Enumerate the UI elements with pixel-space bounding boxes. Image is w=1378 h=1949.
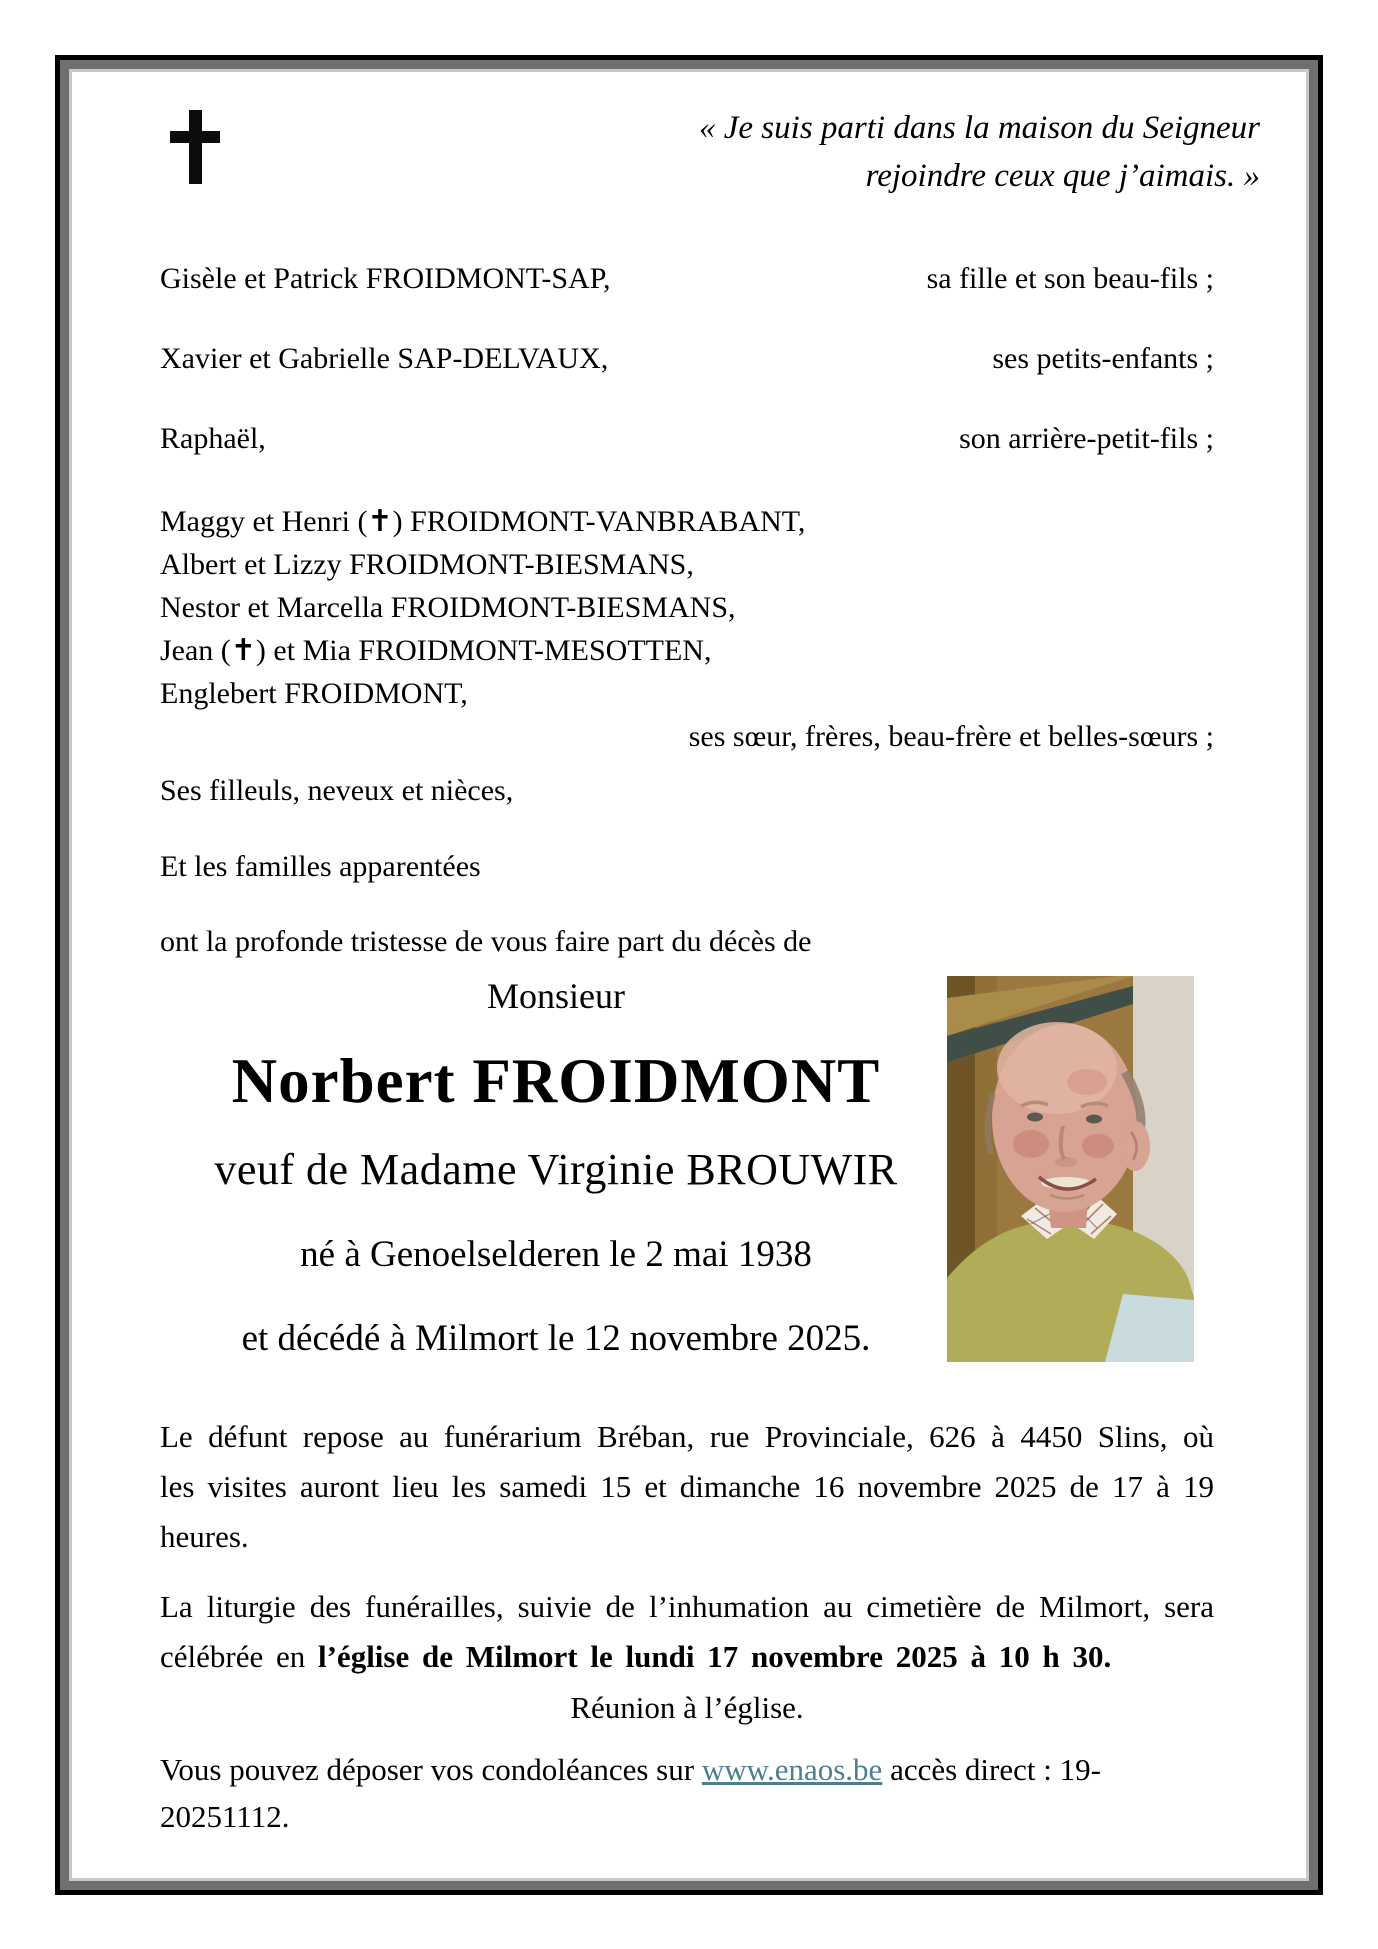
relation-row: [160, 420, 1214, 458]
page-frame-inner: [69, 69, 1309, 1881]
header: [160, 102, 1260, 210]
epitaph-quote-line2: rejoindre ceux que j’aimais. »: [865, 158, 1260, 194]
relation-names: Raphaël,: [160, 422, 266, 455]
family-relations: [160, 260, 1214, 458]
sibling-line: Albert et Lizzy FROIDMONT-BIESMANS,: [160, 548, 694, 581]
portrait-photo-illustration: [947, 976, 1194, 1362]
enaos-link[interactable]: www.enaos.be: [701, 1752, 883, 1787]
repose-paragraph: Le défunt repose au funérarium Bréban, rue Provinciale, 626 à 4450 Slins, où les visites auront lieu les samedi 15 et dimanche 16 novembre 2025 de 17 à 19 heures.: [160, 1419, 1214, 1554]
relation-row: [160, 260, 1214, 298]
liturgy-bold-text: l’église de Milmort le lundi 17 novembre 2025 à 10 h 30.: [318, 1639, 1112, 1674]
cross-icon: [170, 110, 220, 186]
siblings-list: [160, 500, 1214, 715]
relation-row: [160, 340, 1214, 378]
deceased-section: [160, 976, 1214, 1368]
deceased-name: Norbert FROIDMONT: [231, 1046, 881, 1116]
relation-label: sa fille et son beau-fils ;: [926, 262, 1214, 295]
relation-names: Xavier et Gabrielle SAP-DELVAUX,: [160, 342, 609, 375]
condolences-text-before: Vous pouvez déposer vos condoléances sur: [160, 1752, 702, 1787]
liturgy-paragraph: [160, 1582, 1214, 1682]
siblings-relation-label: ses sœur, frères, beau-frère et belles-sœurs ;: [688, 720, 1214, 753]
condolences-text-after: accès direct : 19-20251112.: [160, 1752, 1101, 1834]
epitaph-quote-line1: « Je suis parti dans la maison du Seigneur: [699, 110, 1260, 146]
condolences-paragraph: [160, 1746, 1214, 1840]
relation-label: son arrière-petit-fils ;: [959, 422, 1214, 455]
relation-label: ses petits-enfants ;: [992, 342, 1214, 375]
epitaph-quote: [160, 102, 1260, 200]
page-frame-mid: [60, 60, 1318, 1890]
sibling-line: Jean (✝) et Mia FROIDMONT-MESOTTEN,: [160, 634, 712, 667]
godchildren-line: Ses filleuls, neveux et nièces,: [160, 774, 514, 807]
page-frame: [55, 55, 1323, 1895]
liturgy-text: La liturgie des funérailles, suivie de l’inhumation au cimetière de Milmort, sera célébrée en: [160, 1589, 1214, 1674]
announcement-line: ont la profonde tristesse de vous faire part du décès de: [160, 925, 812, 958]
birth-line: né à Genoelselderen le 2 mai 1938: [300, 1234, 812, 1275]
relation-names: Gisèle et Patrick FROIDMONT-SAP,: [160, 262, 611, 295]
related-families-line: Et les familles apparentées: [160, 850, 481, 883]
death-line: et décédé à Milmort le 12 novembre 2025.: [241, 1318, 871, 1359]
sibling-line: Englebert FROIDMONT,: [160, 677, 468, 710]
salutation: Monsieur: [487, 976, 625, 1016]
deceased-block: [160, 976, 952, 1362]
portrait-photo: [947, 976, 1194, 1362]
widower-line: veuf de Madame Virginie BROUWIR: [214, 1145, 898, 1194]
reunion-line: Réunion à l’église.: [570, 1690, 804, 1725]
sibling-line: Nestor et Marcella FROIDMONT-BIESMANS,: [160, 591, 736, 624]
obituary-content: [72, 72, 1306, 1878]
sibling-line: Maggy et Henri (✝) FROIDMONT-VANBRABANT,: [160, 505, 806, 538]
